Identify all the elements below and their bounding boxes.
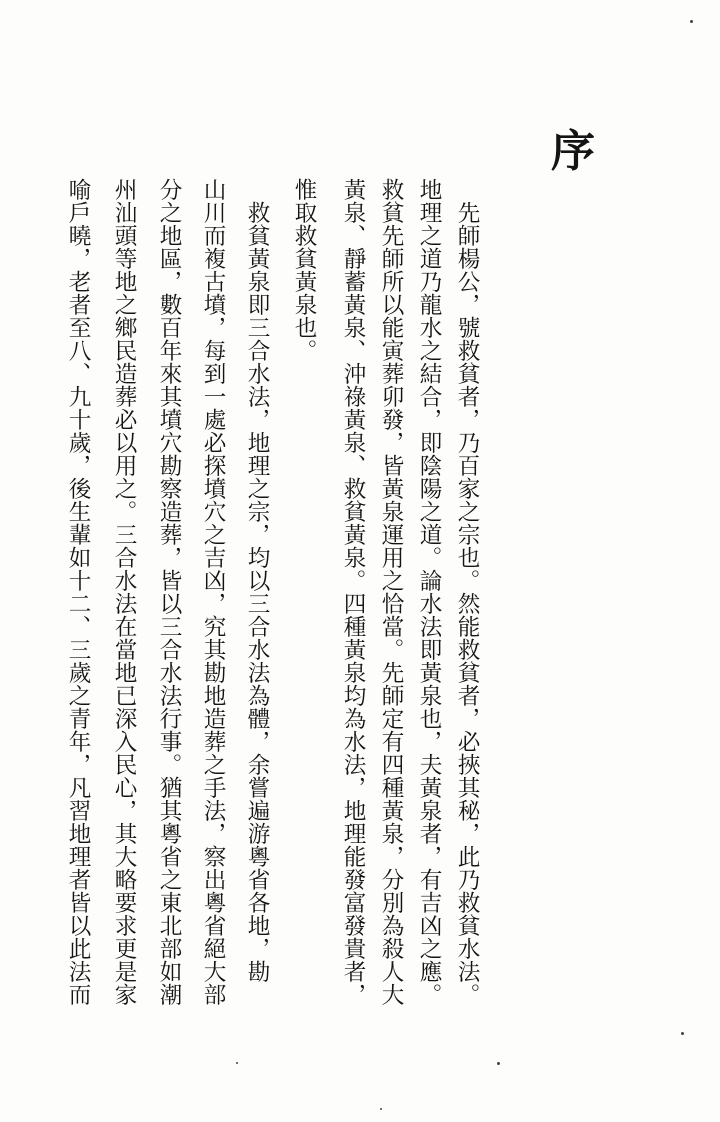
text-column-7: 山川而複古墳，每到一處必探墳穴之吉凶，究其勘地造葬之手法，察出粵省絕大部 xyxy=(200,178,226,1006)
scan-speck xyxy=(497,1062,500,1065)
text-column-2: 地理之道乃龍水之結合，即陰陽之道。論水法即黃泉也，夫黃泉者，有吉凶之應。 xyxy=(416,178,442,1006)
text-column-5: 惟取救貧黃泉也。 xyxy=(291,178,317,362)
scan-speck xyxy=(380,1108,382,1110)
text-column-6: 救貧黃泉即三合水法，地理之宗，均以三合水法為體，余嘗遍游粵省各地，勘 xyxy=(244,178,270,983)
text-column-1: 先師楊公，號救貧者，乃百家之宗也。然能救貧者，必挾其秘，此乃救貧水法。 xyxy=(454,178,480,1006)
text-column-8: 分之地區，數百年來其墳穴勘察造葬，皆以三合水法行事。猶其粵省之東北部如潮 xyxy=(156,178,182,1006)
text-column-3: 救貧先師所以能寅葬卯發，皆黃泉運用之恰當。先師定有四種黃泉，分別為殺人大 xyxy=(378,178,404,1006)
text-column-10: 喻戶曉，老者至八、九十歲，後生輩如十二、三歲之青年，凡習地理者皆以此法而 xyxy=(65,178,91,1006)
text-column-4: 黃泉、靜蓄黃泉、沖祿黃泉、救貧黃泉。四種黃泉均為水法，地理能發富發貴者， xyxy=(340,178,366,1006)
scan-speck xyxy=(681,1032,684,1035)
scan-speck xyxy=(236,1062,238,1064)
scan-speck xyxy=(690,20,693,23)
text-column-9: 州汕頭等地之鄉民造葬必以用之。三合水法在當地已深入民心，其大略要求更是家 xyxy=(111,178,137,1006)
preface-title: 序 xyxy=(551,126,595,177)
